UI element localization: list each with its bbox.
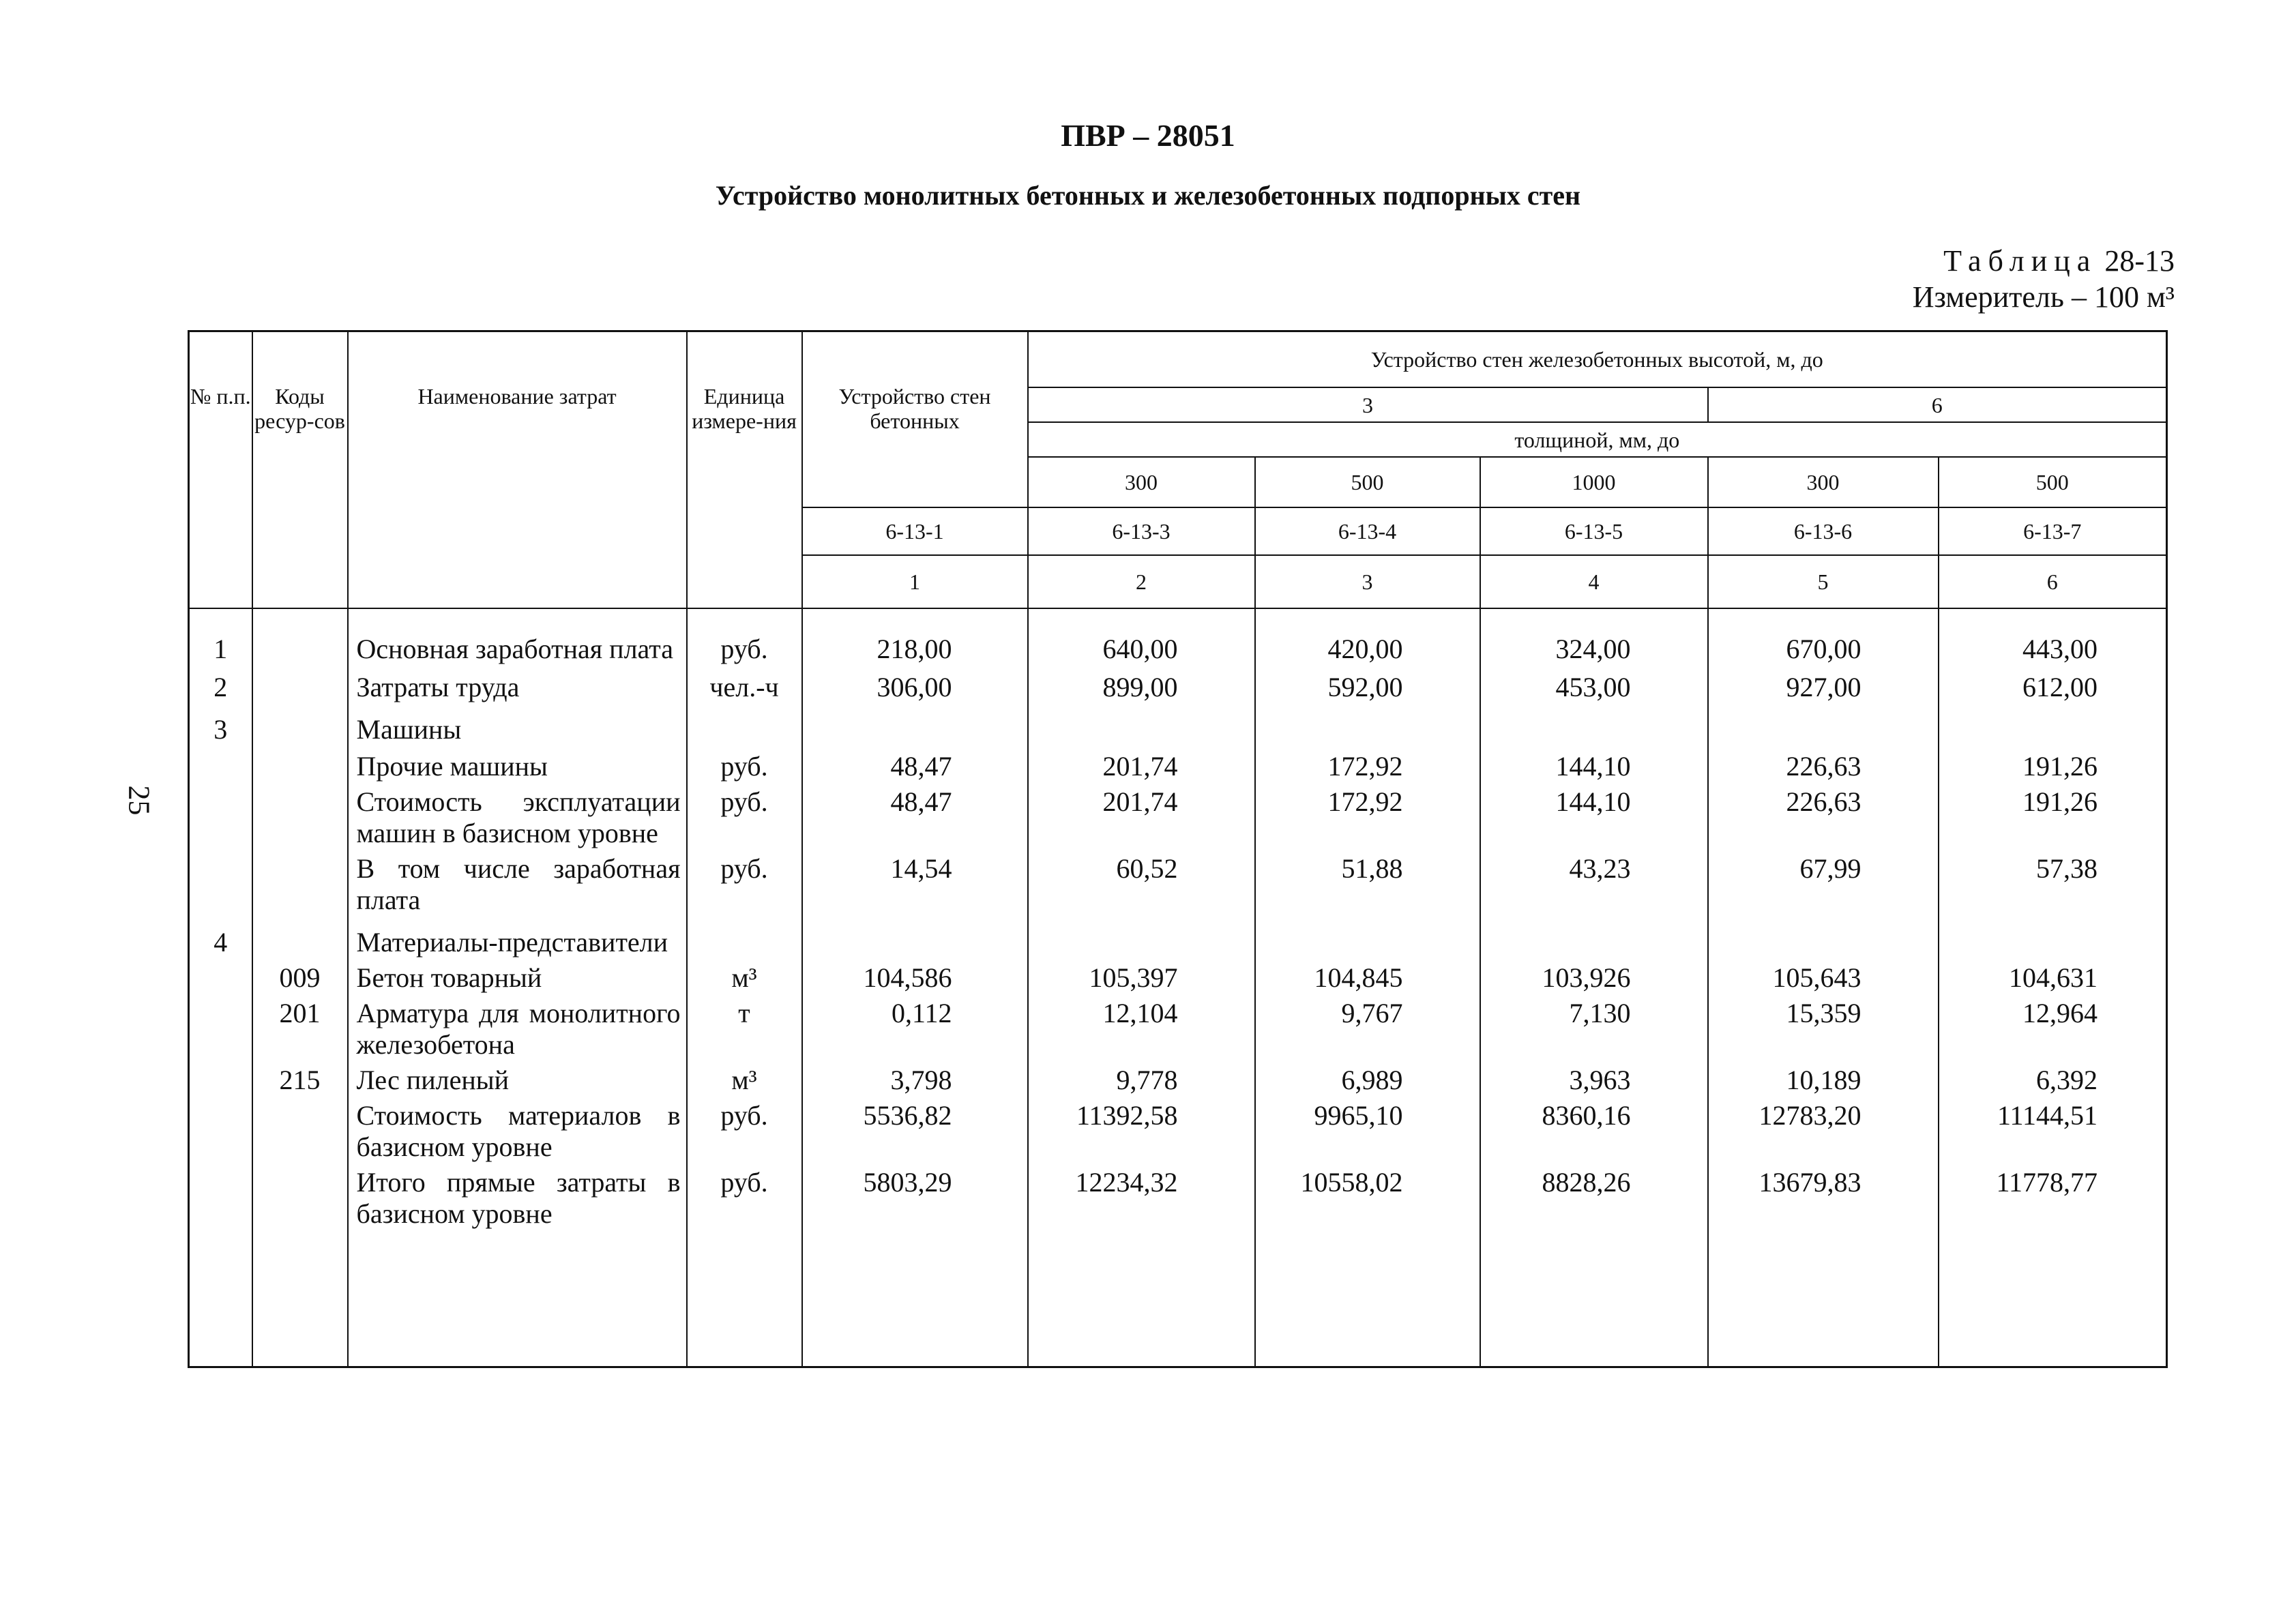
cost-value: 640,00 xyxy=(1028,608,1255,665)
unit-of-measure: м³ xyxy=(687,1060,802,1096)
cost-value xyxy=(1028,916,1255,958)
empty-cell xyxy=(252,1230,348,1367)
empty-cell xyxy=(1939,1230,2167,1367)
cost-value: 105,643 xyxy=(1708,958,1939,994)
row-number xyxy=(189,958,252,994)
cost-value: 3,798 xyxy=(802,1060,1028,1096)
resource-code xyxy=(252,849,348,916)
column-index: 3 xyxy=(1255,555,1480,608)
resource-code: 215 xyxy=(252,1060,348,1096)
cost-value: 0,112 xyxy=(802,994,1028,1060)
cost-value: 51,88 xyxy=(1255,849,1480,916)
cost-name: Бетон товарный xyxy=(348,958,687,994)
cost-value: 104,586 xyxy=(802,958,1028,994)
empty-cell xyxy=(1255,1230,1480,1367)
cost-value xyxy=(1255,703,1480,745)
cost-value: 57,38 xyxy=(1939,849,2167,916)
cost-value xyxy=(1480,703,1708,745)
cost-value: 12234,32 xyxy=(1028,1163,1255,1230)
table-number: 28-13 xyxy=(2104,244,2175,278)
cost-value: 9,778 xyxy=(1028,1060,1255,1096)
cost-value: 9,767 xyxy=(1255,994,1480,1060)
cost-value: 11778,77 xyxy=(1939,1163,2167,1230)
unit-of-measure: руб. xyxy=(687,782,802,849)
cost-value: 43,23 xyxy=(1480,849,1708,916)
cost-value: 8828,26 xyxy=(1480,1163,1708,1230)
norm-code: 6-13-5 xyxy=(1480,507,1708,555)
cost-value xyxy=(1255,916,1480,958)
table-row xyxy=(189,1096,2167,1163)
unit-of-measure: руб. xyxy=(687,608,802,665)
cost-value: 201,74 xyxy=(1028,745,1255,782)
column-index: 6 xyxy=(1939,555,2167,608)
row-number xyxy=(189,745,252,782)
table-row xyxy=(189,665,2167,703)
table-row xyxy=(189,849,2167,916)
cost-value: 67,99 xyxy=(1708,849,1939,916)
norm-code: 6-13-3 xyxy=(1028,507,1255,555)
cost-value: 443,00 xyxy=(1939,608,2167,665)
section-heading: Материалы-представители xyxy=(348,916,687,958)
resource-code xyxy=(252,916,348,958)
cost-value: 15,359 xyxy=(1708,994,1939,1060)
cost-name: Затраты труда xyxy=(348,665,687,703)
cost-name: Прочие машины xyxy=(348,745,687,782)
cost-value: 306,00 xyxy=(802,665,1028,703)
cost-value: 48,47 xyxy=(802,782,1028,849)
table-row xyxy=(189,1163,2167,1230)
cost-value: 226,63 xyxy=(1708,782,1939,849)
norm-code: 6-13-6 xyxy=(1708,507,1939,555)
table-label xyxy=(1913,243,2175,315)
col-header-height-6: 6 xyxy=(1708,387,2167,422)
section-heading: Машины xyxy=(348,703,687,745)
resource-code xyxy=(252,703,348,745)
resource-code xyxy=(252,782,348,849)
table-row xyxy=(189,745,2167,782)
cost-value: 191,26 xyxy=(1939,782,2167,849)
resource-code xyxy=(252,608,348,665)
cost-value: 12783,20 xyxy=(1708,1096,1939,1163)
cost-value: 104,631 xyxy=(1939,958,2167,994)
cost-value: 612,00 xyxy=(1939,665,2167,703)
cost-value: 324,00 xyxy=(1480,608,1708,665)
unit-of-measure: т xyxy=(687,994,802,1060)
cost-value: 3,963 xyxy=(1480,1060,1708,1096)
row-number xyxy=(189,1060,252,1096)
cost-name: Стоимость материалов в базисном уровне xyxy=(348,1096,687,1163)
unit-of-measure: руб. xyxy=(687,745,802,782)
norm-code: 6-13-7 xyxy=(1939,507,2167,555)
cost-value: 13679,83 xyxy=(1708,1163,1939,1230)
unit-of-measure: руб. xyxy=(687,1163,802,1230)
table-row xyxy=(189,916,2167,958)
cost-value: 12,964 xyxy=(1939,994,2167,1060)
table-header xyxy=(189,331,2167,609)
unit-of-measure: м³ xyxy=(687,958,802,994)
column-index: 1 xyxy=(802,555,1028,608)
thickness-header: 300 xyxy=(1708,457,1939,507)
cost-value: 48,47 xyxy=(802,745,1028,782)
table-label-prefix: Таблица xyxy=(1943,244,2098,278)
cost-value: 6,392 xyxy=(1939,1060,2167,1096)
cost-value: 172,92 xyxy=(1255,745,1480,782)
row-number xyxy=(189,782,252,849)
cost-value xyxy=(802,703,1028,745)
cost-value: 7,130 xyxy=(1480,994,1708,1060)
column-index: 5 xyxy=(1708,555,1939,608)
cost-name: Стоимость эксплуатации машин в базисном уровне xyxy=(348,782,687,849)
cost-name: Основная заработная плата xyxy=(348,608,687,665)
empty-cell xyxy=(687,1230,802,1367)
row-number: 4 xyxy=(189,916,252,958)
empty-cell xyxy=(348,1230,687,1367)
cost-value: 11144,51 xyxy=(1939,1096,2167,1163)
column-index: 4 xyxy=(1480,555,1708,608)
table-row xyxy=(189,782,2167,849)
empty-row xyxy=(189,1230,2167,1367)
resource-code xyxy=(252,665,348,703)
norm-code: 6-13-4 xyxy=(1255,507,1480,555)
cost-value xyxy=(1939,916,2167,958)
column-index: 2 xyxy=(1028,555,1255,608)
row-number: 2 xyxy=(189,665,252,703)
cost-value: 899,00 xyxy=(1028,665,1255,703)
row-number xyxy=(189,1096,252,1163)
cost-name: В том числе заработная плата xyxy=(348,849,687,916)
empty-cell xyxy=(1708,1230,1939,1367)
col-header-unit: Единица измере-ния xyxy=(687,331,802,609)
col-header-thickness: толщиной, мм, до xyxy=(1028,422,2167,457)
norms-table xyxy=(188,330,2168,1368)
cost-value: 453,00 xyxy=(1480,665,1708,703)
cost-value: 5803,29 xyxy=(802,1163,1028,1230)
resource-code: 009 xyxy=(252,958,348,994)
unit-of-measure: руб. xyxy=(687,1096,802,1163)
row-number xyxy=(189,1163,252,1230)
cost-value: 6,989 xyxy=(1255,1060,1480,1096)
cost-value: 226,63 xyxy=(1708,745,1939,782)
table-row xyxy=(189,608,2167,665)
page-number: 25 xyxy=(122,785,156,816)
cost-value: 5536,82 xyxy=(802,1096,1028,1163)
col-header-code: Коды ресур-сов xyxy=(252,331,348,609)
cost-value xyxy=(1708,703,1939,745)
cost-value: 60,52 xyxy=(1028,849,1255,916)
table-row xyxy=(189,1060,2167,1096)
cost-value: 172,92 xyxy=(1255,782,1480,849)
table-row xyxy=(189,994,2167,1060)
document-title: ПВР – 28051 xyxy=(1061,118,1235,153)
empty-cell xyxy=(1480,1230,1708,1367)
norm-code: 6-13-1 xyxy=(802,507,1028,555)
empty-cell xyxy=(802,1230,1028,1367)
unit-of-measure xyxy=(687,703,802,745)
thickness-header: 300 xyxy=(1028,457,1255,507)
cost-value: 201,74 xyxy=(1028,782,1255,849)
cost-value xyxy=(1480,916,1708,958)
cost-value: 144,10 xyxy=(1480,782,1708,849)
cost-value: 927,00 xyxy=(1708,665,1939,703)
resource-code xyxy=(252,745,348,782)
document-subtitle: Устройство монолитных бетонных и железобетонных подпорных стен xyxy=(715,180,1581,211)
cost-value: 670,00 xyxy=(1708,608,1939,665)
table-body xyxy=(189,608,2167,1367)
col-header-concrete: Устройство стен бетонных xyxy=(802,331,1028,508)
cost-value: 103,926 xyxy=(1480,958,1708,994)
cost-value: 144,10 xyxy=(1480,745,1708,782)
empty-cell xyxy=(189,1230,252,1367)
col-header-reinforced: Устройство стен железобетонных высотой, м, до xyxy=(1028,331,2167,388)
row-number: 1 xyxy=(189,608,252,665)
cost-name: Арматура для монолитного железобетона xyxy=(348,994,687,1060)
col-header-num: № п.п. xyxy=(189,331,252,609)
cost-value: 592,00 xyxy=(1255,665,1480,703)
cost-value xyxy=(1708,916,1939,958)
col-header-height-3: 3 xyxy=(1028,387,1708,422)
row-number xyxy=(189,994,252,1060)
cost-value: 105,397 xyxy=(1028,958,1255,994)
cost-value: 12,104 xyxy=(1028,994,1255,1060)
table-row xyxy=(189,703,2167,745)
cost-name: Итого прямые затраты в базисном уровне xyxy=(348,1163,687,1230)
cost-name: Лес пиленый xyxy=(348,1060,687,1096)
resource-code xyxy=(252,1096,348,1163)
thickness-header: 1000 xyxy=(1480,457,1708,507)
thickness-header: 500 xyxy=(1255,457,1480,507)
cost-value: 420,00 xyxy=(1255,608,1480,665)
cost-value: 191,26 xyxy=(1939,745,2167,782)
cost-value xyxy=(1028,703,1255,745)
empty-cell xyxy=(1028,1230,1255,1367)
cost-value: 14,54 xyxy=(802,849,1028,916)
unit-of-measure: руб. xyxy=(687,849,802,916)
resource-code xyxy=(252,1163,348,1230)
cost-value: 218,00 xyxy=(802,608,1028,665)
table-row xyxy=(189,958,2167,994)
row-number xyxy=(189,849,252,916)
col-header-name: Наименование затрат xyxy=(348,331,687,609)
cost-value: 10558,02 xyxy=(1255,1163,1480,1230)
thickness-header: 500 xyxy=(1939,457,2167,507)
unit-of-measure: чел.-ч xyxy=(687,665,802,703)
cost-value xyxy=(802,916,1028,958)
cost-value: 11392,58 xyxy=(1028,1096,1255,1163)
cost-value: 10,189 xyxy=(1708,1060,1939,1096)
cost-value: 8360,16 xyxy=(1480,1096,1708,1163)
cost-value: 9965,10 xyxy=(1255,1096,1480,1163)
unit-of-measure xyxy=(687,916,802,958)
cost-value xyxy=(1939,703,2167,745)
cost-value: 104,845 xyxy=(1255,958,1480,994)
measure-unit: Измеритель – 100 м³ xyxy=(1912,280,2175,314)
resource-code: 201 xyxy=(252,994,348,1060)
row-number: 3 xyxy=(189,703,252,745)
